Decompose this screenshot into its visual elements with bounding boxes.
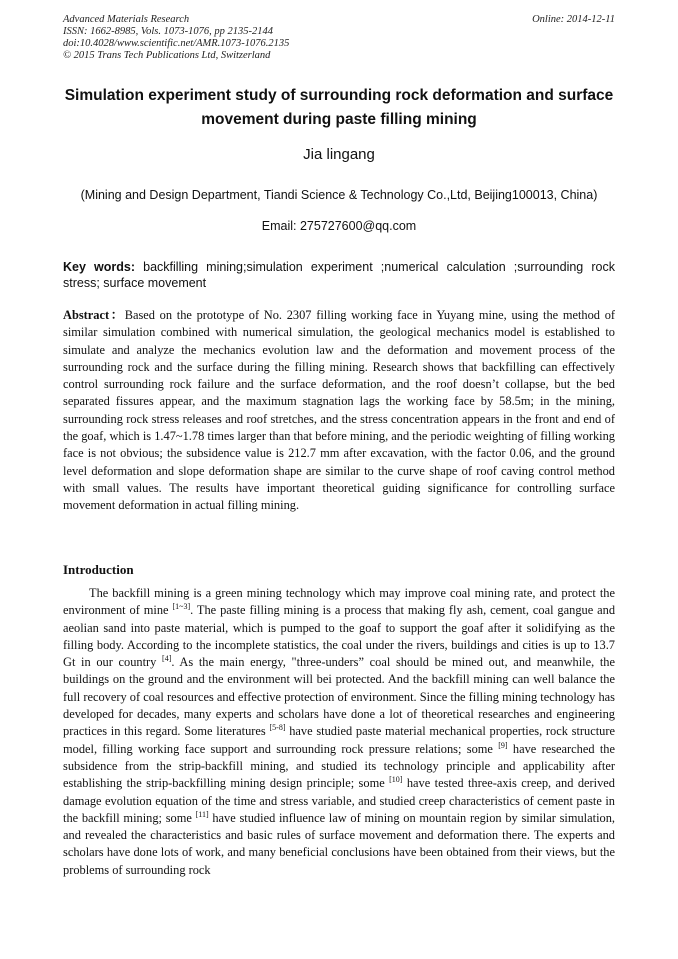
section-heading-introduction: Introduction — [63, 562, 134, 577]
author-affiliation: (Mining and Design Department, Tiandi Science & Technology Co.,Ltd, Beijing100013, China) — [80, 188, 598, 202]
intro-text: The backfill mining is a green mining technology which may improve coal mining rate, and protect the environment of mine — [63, 586, 615, 618]
online-date: Online: 2014-12-11 — [532, 14, 615, 25]
keywords-label: Key words: — [63, 260, 136, 274]
intro-text: have tested three-axis creep, and derived damage evolution equation of the time and stress variable, and studied creep characteristics of cement paste in the backfill mining; some — [63, 776, 616, 825]
copyright-line: © 2015 Trans Tech Publications Ltd, Switzerland — [63, 50, 271, 61]
citation-ref: [11] — [195, 809, 209, 819]
journal-header — [63, 14, 615, 62]
journal-name: Advanced Materials Research — [63, 14, 190, 25]
introduction-paragraph — [63, 585, 615, 879]
abstract-label: Abstract： — [63, 308, 125, 322]
intro-text: have studied paste material mechanical properties, rock structure model, filling working face support and surrounding rock pressure relations; some — [63, 724, 616, 756]
citation-ref: [10] — [389, 775, 403, 785]
doi-line: doi:10.4028/www.scientific.net/AMR.1073-1076.2135 — [63, 38, 290, 49]
intro-text: have researched the subsidence from the strip-backfill mining, and studied its technology principle and applicability after establishing the strip-backfilling mining design principle; some — [63, 741, 615, 791]
citation-ref: [9] — [498, 740, 508, 750]
intro-text: . The paste filling mining is a process that making fly ash, cement, coal gangue and aeolian sand into paste material, which is pumped to the goaf to support the goaf after it solidifying as the filling body. According to the incomplete statistics, the coal under the rivers, buildings and cities is up to 13.7 Gt in our country — [63, 603, 616, 670]
intro-text: . As the main energy, "three-unders” coal should be mined out, and meanwhile, the buildings on the ground and the environment will bei protected. And the backfill mining can well balance the full recovery of coal resources and effective protection of environment. Since the filling mining technology has developed for decades, many experts and scholars have done a lot of theoretical researches and engineering practices in this regard. Some literatures — [63, 655, 616, 739]
paper-title: Simulation experiment study of surrounding rock deformation and surface movement during paste filling mining — [64, 87, 614, 128]
keywords-text: backfilling mining;simulation experiment ;numerical calculation ;surrounding rock stress; surface movement — [63, 260, 615, 290]
intro-text: have studied influence law of mining on mountain region by similar simulation, and revealed the characteristics and basic rules of surface movement and deformation there. The experts and scholars have done lots of work, and many beneficial conclusions have been obtained from their views, but the problems of surrounding rock — [63, 810, 615, 877]
abstract — [63, 307, 615, 515]
author-email: Email: 275727600@qq.com — [261, 219, 417, 233]
issn-line: ISSN: 1662-8985, Vols. 1073-1076, pp 2135-2144 — [63, 26, 273, 37]
citation-ref: [5-8] — [269, 723, 286, 733]
citation-ref: [4] — [162, 654, 172, 664]
citation-ref: [1~3] — [172, 602, 191, 612]
abstract-text: Based on the prototype of No. 2307 filling working face in Yuyang mine, using the method of similar simulation combined with numerical simulation, the geological mechanics model is established to simulate and analyze the mechanics evolution law and the deformation and movement process of the surrounding rock and the surface during the filling mining. Research shows that backfilling can effectively control surrounding rock failure and the surface deformation, and the roof doesn’t collapse, but the bed separated fissures appear, and the maximum stagnation lags the working face by 58.5m; in the mining, surrounding rock stress releases and roof stretches, and the stress concentration appears in the front and end of the goaf, which is 1.47~1.78 times larger than that before mining, and the periodic weighting of filling working face is not obvious; the subsidence value is 212.7 mm after excavation, with the factor 0.06, and the ground level deformation and slope deformation shape are similar to the curve shape of roof caving control method with small values. The results have important theoretical guiding significance for controlling surface movement deformation in actual filling mining. — [63, 308, 616, 513]
keywords — [63, 259, 615, 291]
author-name: Jia lingang — [303, 146, 375, 163]
